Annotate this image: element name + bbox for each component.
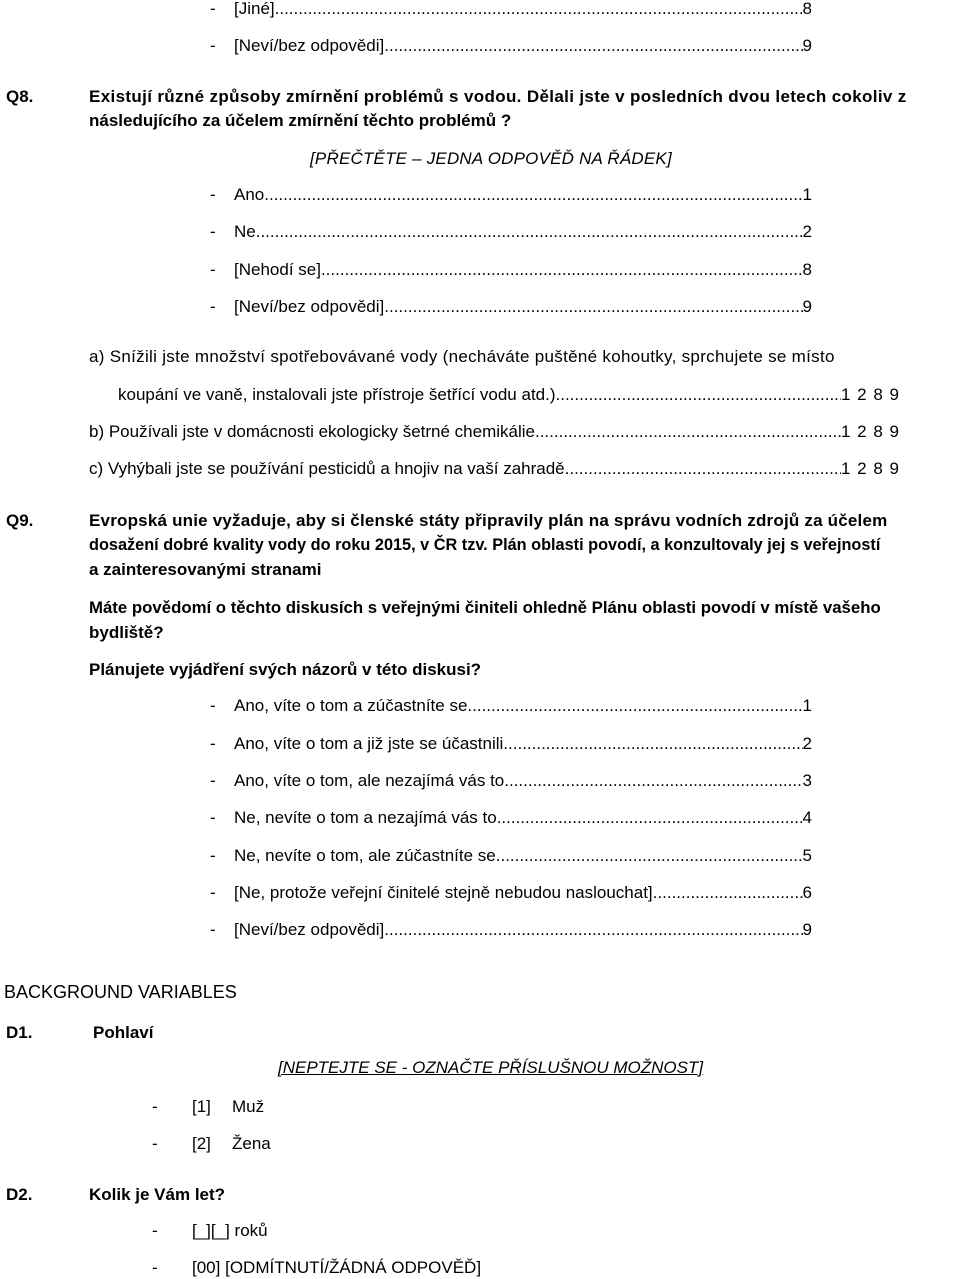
option-code: [_][_] bbox=[192, 1221, 230, 1240]
item-codes: 1 2 8 9 bbox=[841, 385, 900, 404]
question-number: Q9. bbox=[6, 511, 34, 530]
question-text: Kolik je Vám let? bbox=[89, 1185, 226, 1204]
option-row: - [Ne, protože veřejní činitelé stejně nebudou naslouchat] ..... 6 bbox=[210, 882, 812, 904]
option-code: 9 bbox=[802, 920, 812, 939]
option-row: - [1] Muž bbox=[152, 1097, 265, 1116]
option-row: - Ano ..... 1 bbox=[210, 184, 812, 206]
question-prompt: bydliště? bbox=[89, 623, 164, 642]
option-row: - Ano, víte o tom a zúčastníte se ..... 1 bbox=[210, 695, 812, 717]
item-c: c) Vyhýbali jste se používání pesticidů a hnojiv na vaší zahradě bbox=[89, 459, 565, 478]
question-text: Evropská unie vyžaduje, aby si členské státy připravily plán na správu vodních zdrojů za účelem bbox=[89, 511, 888, 530]
option-row: - [Neví/bez odpovědi] ..... 9 bbox=[210, 919, 812, 941]
option-code: 4 bbox=[802, 808, 812, 827]
option-label: Ano, víte o tom a zúčastníte se bbox=[234, 696, 468, 715]
question-prompt: Plánujete vyjádření svých názorů v této diskusi? bbox=[89, 660, 482, 679]
option-label: Ano, víte o tom, ale nezajímá vás to bbox=[234, 771, 505, 790]
item-row bbox=[89, 421, 900, 443]
option-row: - Ano, víte o tom, ale nezajímá vás to ..... 3 bbox=[210, 770, 812, 792]
option-row: - Ano, víte o tom a již jste se účastnili ..... 2 bbox=[210, 733, 812, 755]
section-heading: BACKGROUND VARIABLES bbox=[4, 982, 237, 1002]
option-label: Žena bbox=[232, 1134, 271, 1153]
option-row: - [2] Žena bbox=[152, 1134, 271, 1153]
option-code: 9 bbox=[802, 36, 812, 55]
option-label: Ano, víte o tom a již jste se účastnili bbox=[234, 734, 504, 753]
option-code: [2] bbox=[192, 1134, 211, 1153]
item-b: b) Používali jste v domácnosti ekologicky šetrné chemikálie bbox=[89, 422, 535, 441]
option-code: 5 bbox=[802, 846, 812, 865]
item-codes: 1 2 8 9 bbox=[841, 459, 900, 478]
option-code: 6 bbox=[802, 883, 812, 902]
question-text: následujícího za účelem zmírnění těchto problémů ? bbox=[89, 111, 512, 130]
option-row: - [_][_] roků bbox=[152, 1221, 268, 1240]
option-label: [Ne, protože veřejní činitelé stejně nebudou naslouchat] bbox=[234, 883, 653, 902]
question-text: Pohlaví bbox=[93, 1023, 154, 1042]
option-code: 8 bbox=[802, 0, 812, 18]
option-row: - Ne ..... 2 bbox=[210, 221, 812, 243]
option-code: 2 bbox=[802, 734, 812, 753]
option-code: 9 bbox=[802, 297, 812, 316]
option-row: - [Nehodí se] ..... 8 bbox=[210, 259, 812, 281]
option-label: Muž bbox=[232, 1097, 265, 1116]
item-row bbox=[89, 458, 900, 480]
option-code: 1 bbox=[802, 185, 812, 204]
question-text: Existují různé způsoby zmírnění problémů s vodou. Dělali jste v posledních dvou letech cokoliv z bbox=[89, 87, 907, 106]
question-text: dosažení dobré kvality vody do roku 2015, v ČR tzv. Plán oblasti povodí, a konzultovaly jej s veřejností bbox=[89, 536, 881, 554]
option-label: roků bbox=[234, 1221, 268, 1240]
option-row: - Ne, nevíte o tom, ale zúčastníte se ..... 5 bbox=[210, 845, 812, 867]
option-label: [Nehodí se] bbox=[234, 260, 321, 279]
option-row: - [00] [ODMÍTNUTÍ/ŽÁDNÁ ODPOVĚĎ] bbox=[152, 1258, 482, 1277]
question-number: D1. bbox=[6, 1023, 33, 1042]
option-code: 1 bbox=[802, 696, 812, 715]
option-label: Ne, nevíte o tom, ale zúčastníte se bbox=[234, 846, 496, 865]
item-codes: 1 2 8 9 bbox=[841, 422, 900, 441]
option-code: 8 bbox=[802, 260, 812, 279]
question-text: a zainteresovanými stranami bbox=[89, 560, 322, 579]
option-row: - [Jiné] ..... 8 bbox=[210, 0, 812, 20]
option-row: - Ne, nevíte o tom a nezajímá vás to ..... 4 bbox=[210, 807, 812, 829]
instruction: [NEPTEJTE SE - OZNAČTE PŘÍSLUŠNOU MOŽNOST] bbox=[278, 1058, 704, 1077]
option-label: Ne, nevíte o tom a nezajímá vás to bbox=[234, 808, 497, 827]
option-label: [Neví/bez odpovědi] bbox=[234, 297, 385, 316]
option-row: - [Neví/bez odpovědi] ..... 9 bbox=[210, 35, 812, 57]
option-code: 3 bbox=[802, 771, 812, 790]
item-row bbox=[118, 384, 900, 406]
option-label: [ODMÍTNUTÍ/ŽÁDNÁ ODPOVĚĎ] bbox=[225, 1258, 482, 1277]
option-code: [00] bbox=[192, 1258, 221, 1277]
option-code: [1] bbox=[192, 1097, 211, 1116]
item-a-line2: koupání ve vaně, instalovali jste přístroje šetřící vodu atd.) bbox=[118, 385, 556, 404]
option-row: - [Neví/bez odpovědi] ..... 9 bbox=[210, 296, 812, 318]
question-number: Q8. bbox=[6, 87, 34, 106]
item-a-line1: a) Snížili jste množství spotřebovávané vody (necháváte puštěné kohoutky, sprchujete se místo bbox=[89, 347, 835, 366]
option-label: [Jiné] bbox=[234, 0, 275, 18]
instruction: [PŘEČTĚTE – JEDNA ODPOVĚĎ NA ŘÁDEK] bbox=[310, 149, 672, 168]
question-number: D2. bbox=[6, 1185, 33, 1204]
option-label: [Neví/bez odpovědi] bbox=[234, 36, 385, 55]
question-prompt: Máte povědomí o těchto diskusích s veřejnými činiteli ohledně Plánu oblasti povodí v místě vašeho bbox=[89, 598, 881, 617]
option-label: Ne bbox=[234, 222, 256, 241]
option-label: [Neví/bez odpovědi] bbox=[234, 920, 385, 939]
option-code: 2 bbox=[802, 222, 812, 241]
option-label: Ano bbox=[234, 185, 265, 204]
